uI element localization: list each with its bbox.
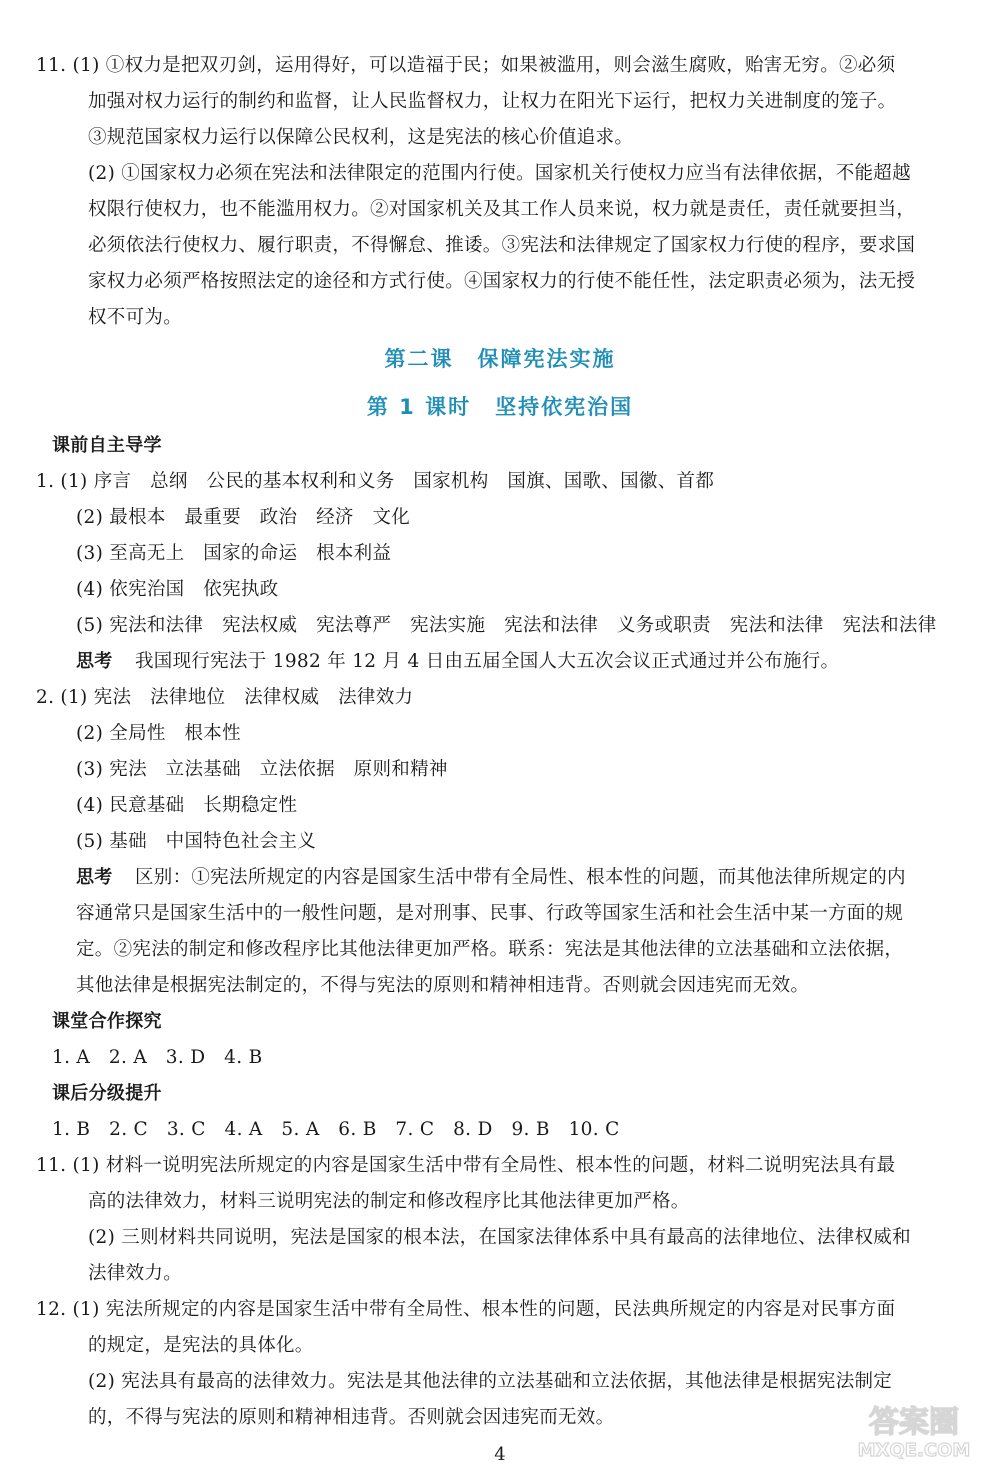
think-text: 我国现行宪法于 1982 年 12 月 4 日由五届全国人大五次会议正式通过并公布施行。 bbox=[134, 651, 840, 672]
text-line: 11. (1) 材料一说明宪法所规定的内容是国家生活中带有全局性、根本性的问题，材料二说明宪法具有最 bbox=[36, 1155, 896, 1176]
text-line: 其他法律是根据宪法制定的，不得与宪法的原则和精神相违背。否则就会因违宪而无效。 bbox=[76, 975, 810, 996]
text-line: 加强对权力运行的制约和监督，让人民监督权力，让权力在阳光下运行，把权力关进制度的笼子。 bbox=[88, 91, 897, 112]
period-number: 第 1 课时 bbox=[366, 395, 472, 419]
text-line: 12. (1) 宪法所规定的内容是国家生活中带有全局性、根本性的问题，民法典所规定的内容是对民事方面 bbox=[36, 1299, 896, 1320]
text-line: 容通常只是国家生活中的一般性问题，是对刑事、民事、行政等国家生活和社会生活中某一方面的规 bbox=[76, 903, 904, 924]
section-header: 课后分级提升 bbox=[52, 1083, 162, 1104]
text-line: (3) 宪法 立法基础 立法依据 原则和精神 bbox=[76, 759, 448, 780]
period-title bbox=[0, 391, 1000, 421]
page-number: 4 bbox=[494, 1444, 506, 1465]
watermark-top-text: 答案圈 bbox=[869, 1405, 959, 1440]
text-line: (2) 最根本 最重要 政治 经济 文化 bbox=[76, 507, 411, 528]
text-line: 的，不得与宪法的原则和精神相违背。否则就会因违宪而无效。 bbox=[88, 1407, 615, 1428]
text-line: 权限行使权力，也不能滥用权力。②对国家机关及其工作人员来说，权力就是责任，责任就要担当， bbox=[88, 199, 916, 220]
text-line: 11. (1) ①权力是把双刃剑，运用得好，可以造福于民；如果被滥用，则会滋生腐败，贻害无穷。②必须 bbox=[36, 55, 896, 76]
think-text: 区别：①宪法所规定的内容是国家生活中带有全局性、根本性的问题，而其他法律所规定的内 bbox=[134, 867, 906, 888]
text-line: (2) 三则材料共同说明，宪法是国家的根本法，在国家法律体系中具有最高的法律地位、法律权威和 bbox=[88, 1227, 911, 1248]
text-line: (2) 宪法具有最高的法律效力。宪法是其他法律的立法基础和立法依据，其他法律是根据宪法制定 bbox=[88, 1371, 893, 1392]
text-line: 权不可为。 bbox=[88, 307, 183, 328]
text-line: (2) 全局性 根本性 bbox=[76, 723, 241, 744]
watermark-logo bbox=[847, 1398, 982, 1460]
text-line: ③规范国家权力运行以保障公民权利，这是宪法的核心价值追求。 bbox=[88, 127, 634, 148]
text-line: 必须依法行使权力、履行职责，不得懈怠、推诿。③宪法和法律规定了国家权力行使的程序，要求国 bbox=[88, 235, 916, 256]
section-header: 课堂合作探究 bbox=[52, 1011, 162, 1032]
think-line bbox=[76, 648, 839, 676]
think-label: 思考 bbox=[76, 867, 113, 888]
think-label: 思考 bbox=[76, 651, 113, 672]
answer-line: 1. B 2. C 3. C 4. A 5. A 6. B 7. C 8. D 9. B 10. C bbox=[52, 1119, 620, 1140]
text-line: 高的法律效力，材料三说明宪法的制定和修改程序比其他法律更加严格。 bbox=[88, 1191, 690, 1212]
text-line: (4) 民意基础 长期稳定性 bbox=[76, 795, 298, 816]
text-line: (3) 至高无上 国家的命运 根本利益 bbox=[76, 543, 392, 564]
text-line: (2) ①国家权力必须在宪法和法律限定的范围内行使。国家机关行使权力应当有法律依据，不能超越 bbox=[88, 163, 911, 184]
text-line: 1. (1) 序言 总纲 公民的基本权利和义务 国家机构 国旗、国歌、国徽、首都 bbox=[36, 471, 715, 492]
text-line: 定。②宪法的制定和修改程序比其他法律更加严格。联系：宪法是其他法律的立法基础和立法依据， bbox=[76, 939, 904, 960]
text-line: 的规定，是宪法的具体化。 bbox=[88, 1335, 314, 1356]
think-line bbox=[76, 864, 906, 892]
lesson-title bbox=[0, 343, 1000, 373]
lesson-number: 第二课 bbox=[384, 347, 454, 371]
answer-line: 1. A 2. A 3. D 4. B bbox=[52, 1047, 263, 1068]
text-line: 2. (1) 宪法 法律地位 法律权威 法律效力 bbox=[36, 687, 414, 708]
period-name: 坚持依宪治国 bbox=[495, 395, 634, 419]
text-line: 家权力必须严格按照法定的途径和方式行使。④国家权力的行使不能任性，法定职责必须为，法无授 bbox=[88, 271, 916, 292]
text-line: (5) 基础 中国特色社会主义 bbox=[76, 831, 317, 852]
text-line: 法律效力。 bbox=[88, 1263, 183, 1284]
section-header: 课前自主导学 bbox=[52, 435, 162, 456]
watermark-bottom-text: MXQE.COM bbox=[857, 1440, 971, 1460]
lesson-name: 保障宪法实施 bbox=[477, 347, 616, 371]
text-line: (4) 依宪治国 依宪执政 bbox=[76, 579, 279, 600]
text-line: (5) 宪法和法律 宪法权威 宪法尊严 宪法实施 宪法和法律 义务或职责 宪法和法律 宪法和法律 bbox=[76, 615, 937, 636]
